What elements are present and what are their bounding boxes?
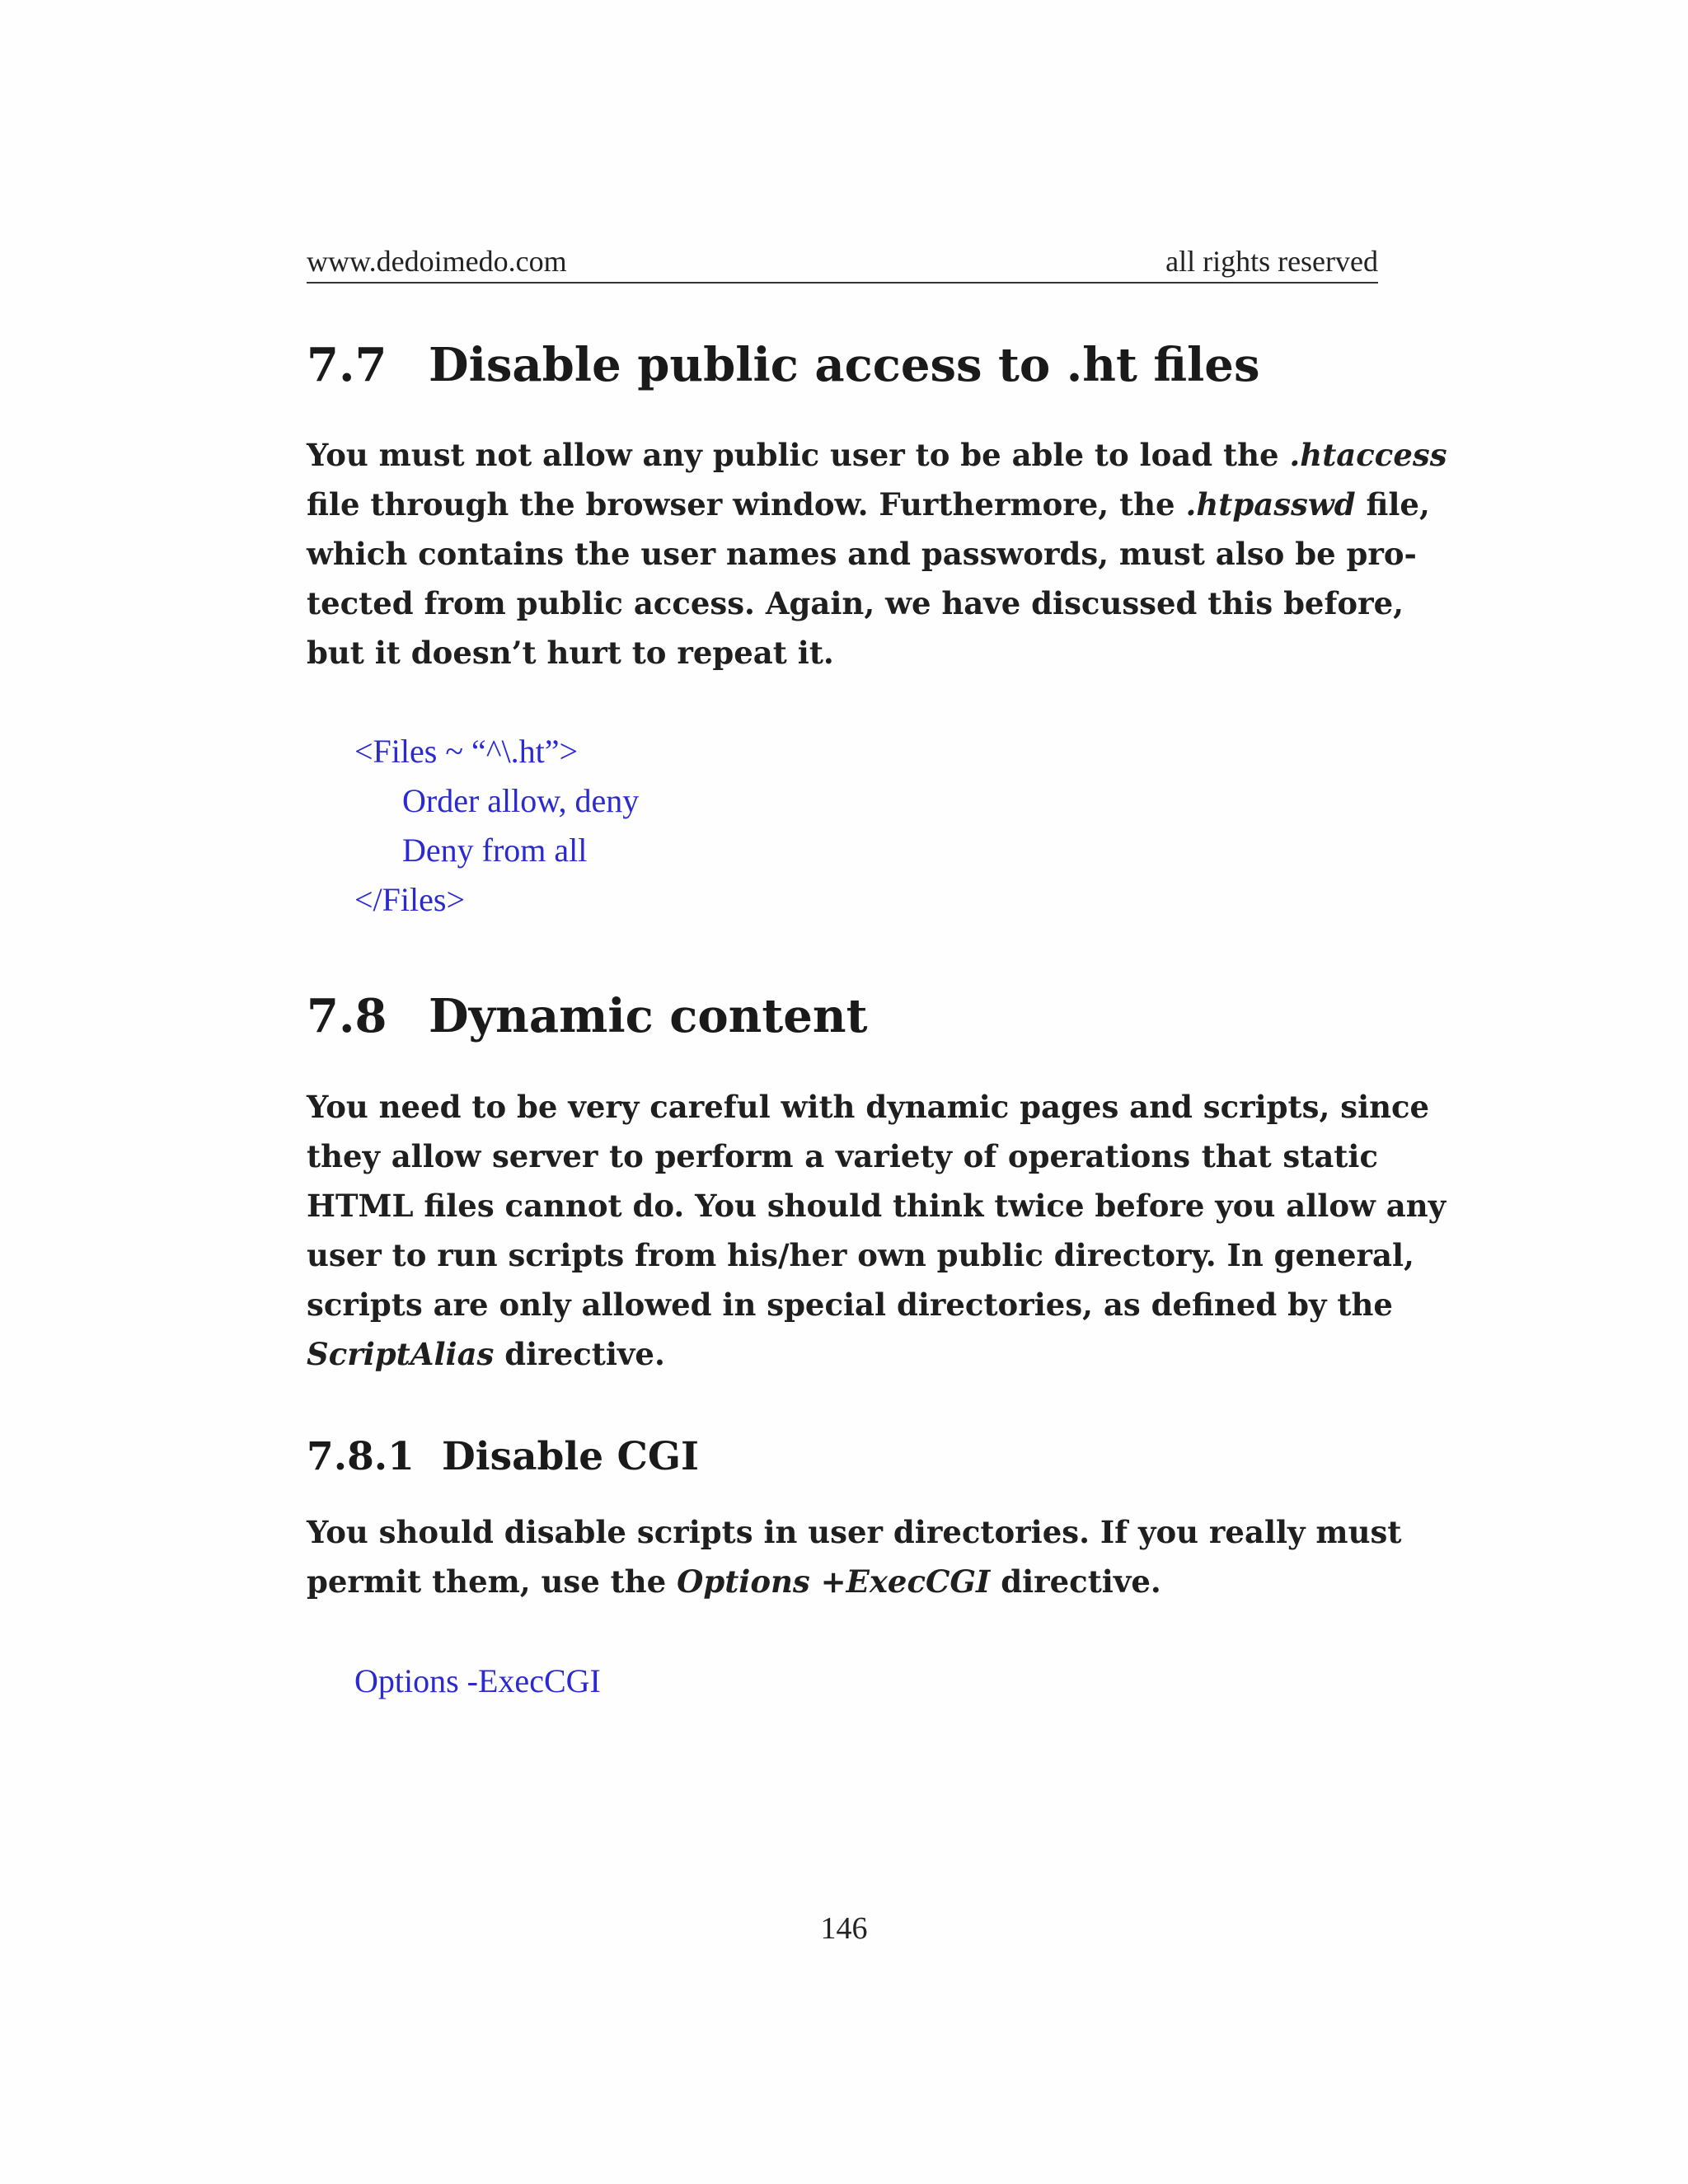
paragraph-line: tected from public access. Again, we have discussed this before, (307, 585, 1404, 621)
running-header (307, 241, 1378, 284)
paragraph-line (307, 480, 1430, 529)
code-line: </Files> (354, 881, 466, 918)
paragraph-line: HTML files cannot do. You should think twice before you allow any (307, 1188, 1447, 1224)
code-line: <Files ~ “^\.ht”> (354, 733, 579, 770)
section-heading-7-8 (307, 989, 867, 1043)
header-rights-notice: all rights reserved (1165, 245, 1378, 278)
paragraph-line (307, 430, 1447, 480)
text-run: directive. (990, 1563, 1161, 1600)
htpasswd-filename: .htpasswd (1185, 486, 1356, 523)
code-block-files-directive (354, 727, 639, 925)
code-line: Options -ExecCGI (354, 1662, 601, 1699)
subsection-title: Disable CGI (442, 1434, 700, 1479)
options-execcgi-directive: Options +ExecCGI (677, 1563, 991, 1600)
text-run: file, (1355, 486, 1430, 523)
page-number: 146 (820, 1911, 868, 1946)
section-title: Disable public access to .ht files (429, 338, 1260, 392)
code-block-options (354, 1657, 601, 1706)
section-heading-7-7 (307, 338, 1259, 392)
paragraph-line: but it doesn’t hurt to repeat it. (307, 635, 834, 671)
paragraph-line: which contains the user names and passwords, must also be pro- (307, 536, 1417, 572)
section-number: 7.8 (307, 989, 387, 1043)
text-run: file through the browser window. Furthermore, the (307, 486, 1186, 523)
text-run: You must not allow any public user to be able to load the (307, 437, 1290, 473)
scriptalias-directive: ScriptAlias (307, 1336, 495, 1372)
text-run: directive. (494, 1336, 665, 1372)
subsection-heading-7-8-1 (307, 1434, 699, 1479)
paragraph-line (307, 1557, 1378, 1606)
paragraph-7-8-1 (307, 1507, 1402, 1606)
header-site-url: www.dedoimedo.com (307, 245, 567, 278)
code-line: Order allow, deny (402, 782, 640, 819)
paragraph-line: scripts are only allowed in special directories, as defined by the (307, 1286, 1393, 1323)
section-title: Dynamic content (429, 989, 868, 1043)
paragraph-line: You need to be very careful with dynamic pages and scripts, since (307, 1089, 1430, 1125)
paragraph-line: they allow server to perform a variety of operations that static (307, 1138, 1378, 1174)
paragraph-line: user to run scripts from his/her own public directory. In general, (307, 1237, 1414, 1273)
section-number: 7.7 (307, 338, 387, 392)
paragraph-line: You should disable scripts in user directories. If you really must (307, 1514, 1402, 1550)
paragraph-7-8 (307, 1082, 1447, 1379)
paragraph-line (307, 1329, 1378, 1379)
code-line: Deny from all (402, 832, 588, 869)
paragraph-7-7 (307, 430, 1447, 677)
text-run: permit them, use the (307, 1563, 678, 1600)
htaccess-filename: .htaccess (1289, 437, 1447, 473)
subsection-number: 7.8.1 (307, 1434, 415, 1479)
